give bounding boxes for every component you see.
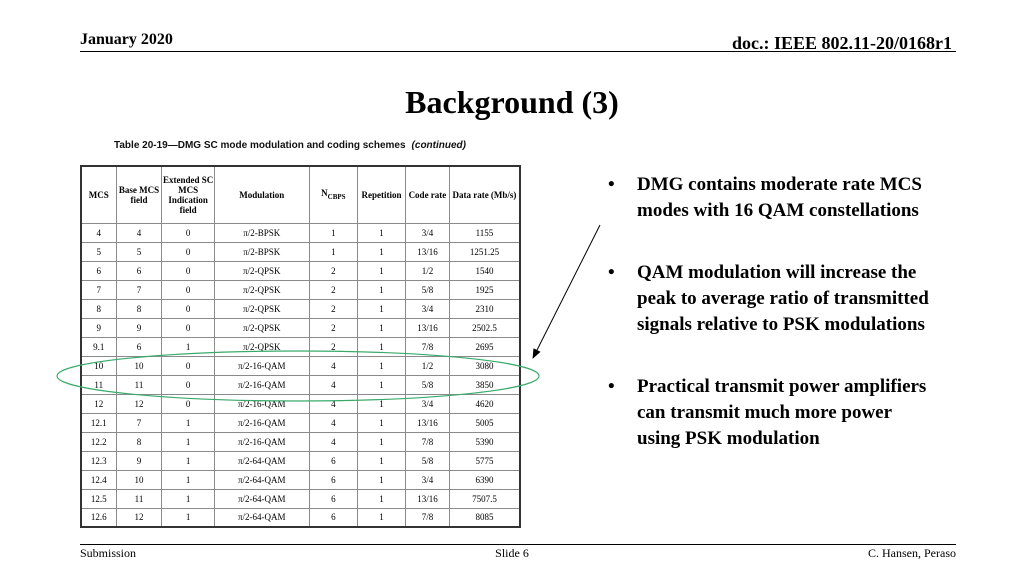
cell-repetition: 1 (357, 337, 405, 356)
cell-ncbps: 6 (309, 470, 357, 489)
col-ncbps-main: N (321, 187, 328, 198)
cell-repetition: 1 (357, 318, 405, 337)
cell-ncbps: 1 (309, 242, 357, 261)
cell-modulation: π/2-16-QAM (214, 356, 309, 375)
col-repetition: Repetition (357, 166, 405, 223)
cell-extended-sc-mcs: 0 (162, 318, 214, 337)
cell-extended-sc-mcs: 0 (162, 261, 214, 280)
cell-code-rate: 1/2 (406, 356, 450, 375)
cell-base-mcs: 6 (116, 261, 162, 280)
cell-code-rate: 3/4 (406, 223, 450, 242)
cell-repetition: 1 (357, 375, 405, 394)
cell-code-rate: 3/4 (406, 470, 450, 489)
cell-data-rate: 2310 (449, 299, 520, 318)
cell-base-mcs: 8 (116, 432, 162, 451)
cell-base-mcs: 9 (116, 451, 162, 470)
cell-ncbps: 2 (309, 318, 357, 337)
cell-repetition: 1 (357, 451, 405, 470)
cell-data-rate: 2695 (449, 337, 520, 356)
cell-mcs: 9 (81, 318, 116, 337)
cell-ncbps: 6 (309, 508, 357, 527)
cell-mcs: 10 (81, 356, 116, 375)
bullet-text: QAM modulation will increase the peak to average ratio of transmitted signals relative to PSK modulations (637, 262, 929, 335)
cell-repetition: 1 (357, 413, 405, 432)
cell-repetition: 1 (357, 394, 405, 413)
cell-data-rate: 5390 (449, 432, 520, 451)
cell-ncbps: 2 (309, 299, 357, 318)
cell-modulation: π/2-64-QAM (214, 489, 309, 508)
cell-repetition: 1 (357, 432, 405, 451)
cell-modulation: π/2-BPSK (214, 242, 309, 261)
cell-code-rate: 3/4 (406, 299, 450, 318)
cell-extended-sc-mcs: 1 (162, 432, 214, 451)
cell-ncbps: 4 (309, 356, 357, 375)
cell-data-rate: 1540 (449, 261, 520, 280)
bullet-marker: • (608, 376, 615, 397)
cell-mcs: 7 (81, 280, 116, 299)
cell-mcs: 5 (81, 242, 116, 261)
cell-mcs: 12 (81, 394, 116, 413)
bullet-marker: • (608, 174, 615, 195)
cell-modulation: π/2-16-QAM (214, 375, 309, 394)
cell-mcs: 12.3 (81, 451, 116, 470)
cell-data-rate: 6390 (449, 470, 520, 489)
header-date: January 2020 (80, 31, 173, 48)
col-mcs: MCS (81, 166, 116, 223)
cell-data-rate: 1925 (449, 280, 520, 299)
cell-data-rate: 5005 (449, 413, 520, 432)
cell-ncbps: 4 (309, 394, 357, 413)
pointer-arrow (533, 225, 600, 358)
cell-extended-sc-mcs: 1 (162, 413, 214, 432)
footer-rule (80, 544, 956, 545)
cell-code-rate: 13/16 (406, 318, 450, 337)
cell-extended-sc-mcs: 1 (162, 489, 214, 508)
cell-ncbps: 4 (309, 413, 357, 432)
cell-ncbps: 4 (309, 375, 357, 394)
cell-base-mcs: 5 (116, 242, 162, 261)
cell-code-rate: 1/2 (406, 261, 450, 280)
col-base-mcs: Base MCS field (116, 166, 162, 223)
cell-base-mcs: 6 (116, 337, 162, 356)
cell-mcs: 6 (81, 261, 116, 280)
cell-base-mcs: 4 (116, 223, 162, 242)
highlight-ellipse (57, 351, 539, 401)
cell-mcs: 11 (81, 375, 116, 394)
cell-base-mcs: 12 (116, 394, 162, 413)
cell-data-rate: 4620 (449, 394, 520, 413)
cell-code-rate: 13/16 (406, 489, 450, 508)
cell-repetition: 1 (357, 489, 405, 508)
cell-data-rate: 3080 (449, 356, 520, 375)
cell-repetition: 1 (357, 223, 405, 242)
cell-base-mcs: 10 (116, 470, 162, 489)
cell-repetition: 1 (357, 261, 405, 280)
cell-data-rate: 1155 (449, 223, 520, 242)
cell-extended-sc-mcs: 0 (162, 242, 214, 261)
cell-mcs: 12.6 (81, 508, 116, 527)
cell-data-rate: 1251.25 (449, 242, 520, 261)
cell-code-rate: 7/8 (406, 508, 450, 527)
cell-modulation: π/2-16-QAM (214, 413, 309, 432)
cell-base-mcs: 7 (116, 280, 162, 299)
cell-modulation: π/2-QPSK (214, 337, 309, 356)
cell-code-rate: 13/16 (406, 242, 450, 261)
cell-modulation: π/2-64-QAM (214, 508, 309, 527)
footer-authors: C. Hansen, Peraso (868, 546, 956, 560)
cell-ncbps: 2 (309, 261, 357, 280)
cell-data-rate: 2502.5 (449, 318, 520, 337)
cell-extended-sc-mcs: 0 (162, 356, 214, 375)
cell-modulation: π/2-QPSK (214, 261, 309, 280)
cell-base-mcs: 7 (116, 413, 162, 432)
cell-repetition: 1 (357, 280, 405, 299)
bullet-text: DMG contains moderate rate MCS modes with 16 QAM constellations (637, 174, 922, 221)
cell-ncbps: 6 (309, 451, 357, 470)
cell-ncbps: 1 (309, 223, 357, 242)
cell-data-rate: 8085 (449, 508, 520, 527)
cell-mcs: 8 (81, 299, 116, 318)
cell-extended-sc-mcs: 1 (162, 337, 214, 356)
cell-repetition: 1 (357, 242, 405, 261)
table-caption-text: Table 20-19—DMG SC mode modulation and coding schemes (114, 140, 406, 151)
cell-data-rate: 3850 (449, 375, 520, 394)
cell-repetition: 1 (357, 508, 405, 527)
col-data-rate: Data rate (Mb/s) (449, 166, 520, 223)
col-ncbps-sub: CBPS (327, 192, 346, 201)
cell-code-rate: 3/4 (406, 394, 450, 413)
bullet-marker: • (608, 262, 615, 283)
cell-base-mcs: 11 (116, 375, 162, 394)
cell-code-rate: 5/8 (406, 375, 450, 394)
cell-modulation: π/2-BPSK (214, 223, 309, 242)
cell-modulation: π/2-64-QAM (214, 470, 309, 489)
cell-mcs: 12.1 (81, 413, 116, 432)
cell-data-rate: 7507.5 (449, 489, 520, 508)
cell-base-mcs: 8 (116, 299, 162, 318)
cell-ncbps: 2 (309, 280, 357, 299)
header-doc-id: doc.: IEEE 802.11-20/0168r1 (731, 33, 952, 53)
cell-base-mcs: 11 (116, 489, 162, 508)
cell-extended-sc-mcs: 0 (162, 280, 214, 299)
cell-repetition: 1 (357, 299, 405, 318)
table-caption-suffix: (continued) (411, 140, 466, 151)
cell-extended-sc-mcs: 1 (162, 470, 214, 489)
bullet-text: Practical transmit power amplifiers can transmit much more power using PSK modulation (637, 376, 927, 449)
cell-mcs: 12.2 (81, 432, 116, 451)
slide-title: Background (3) (405, 84, 619, 120)
cell-code-rate: 7/8 (406, 432, 450, 451)
cell-code-rate: 5/8 (406, 451, 450, 470)
col-modulation: Modulation (214, 166, 309, 223)
cell-code-rate: 13/16 (406, 413, 450, 432)
cell-mcs: 12.5 (81, 489, 116, 508)
cell-code-rate: 5/8 (406, 280, 450, 299)
col-code-rate: Code rate (406, 166, 450, 223)
col-extended-sc-mcs: Extended SC MCS Indication field (162, 166, 214, 223)
cell-ncbps: 4 (309, 432, 357, 451)
footer-slide-number: Slide 6 (495, 546, 529, 560)
cell-data-rate: 5775 (449, 451, 520, 470)
cell-extended-sc-mcs: 1 (162, 451, 214, 470)
cell-modulation: π/2-16-QAM (214, 432, 309, 451)
cell-repetition: 1 (357, 470, 405, 489)
cell-extended-sc-mcs: 1 (162, 508, 214, 527)
cell-extended-sc-mcs: 0 (162, 223, 214, 242)
cell-modulation: π/2-64-QAM (214, 451, 309, 470)
cell-modulation: π/2-QPSK (214, 280, 309, 299)
cell-mcs: 12.4 (81, 470, 116, 489)
cell-extended-sc-mcs: 0 (162, 375, 214, 394)
cell-repetition: 1 (357, 356, 405, 375)
cell-code-rate: 7/8 (406, 337, 450, 356)
cell-base-mcs: 10 (116, 356, 162, 375)
cell-mcs: 4 (81, 223, 116, 242)
cell-modulation: π/2-QPSK (214, 318, 309, 337)
cell-extended-sc-mcs: 0 (162, 394, 214, 413)
cell-modulation: π/2-16-QAM (214, 394, 309, 413)
cell-base-mcs: 12 (116, 508, 162, 527)
cell-modulation: π/2-QPSK (214, 299, 309, 318)
cell-extended-sc-mcs: 0 (162, 299, 214, 318)
cell-ncbps: 6 (309, 489, 357, 508)
cell-mcs: 9.1 (81, 337, 116, 356)
cell-base-mcs: 9 (116, 318, 162, 337)
footer-submission: Submission (80, 546, 137, 560)
cell-ncbps: 2 (309, 337, 357, 356)
